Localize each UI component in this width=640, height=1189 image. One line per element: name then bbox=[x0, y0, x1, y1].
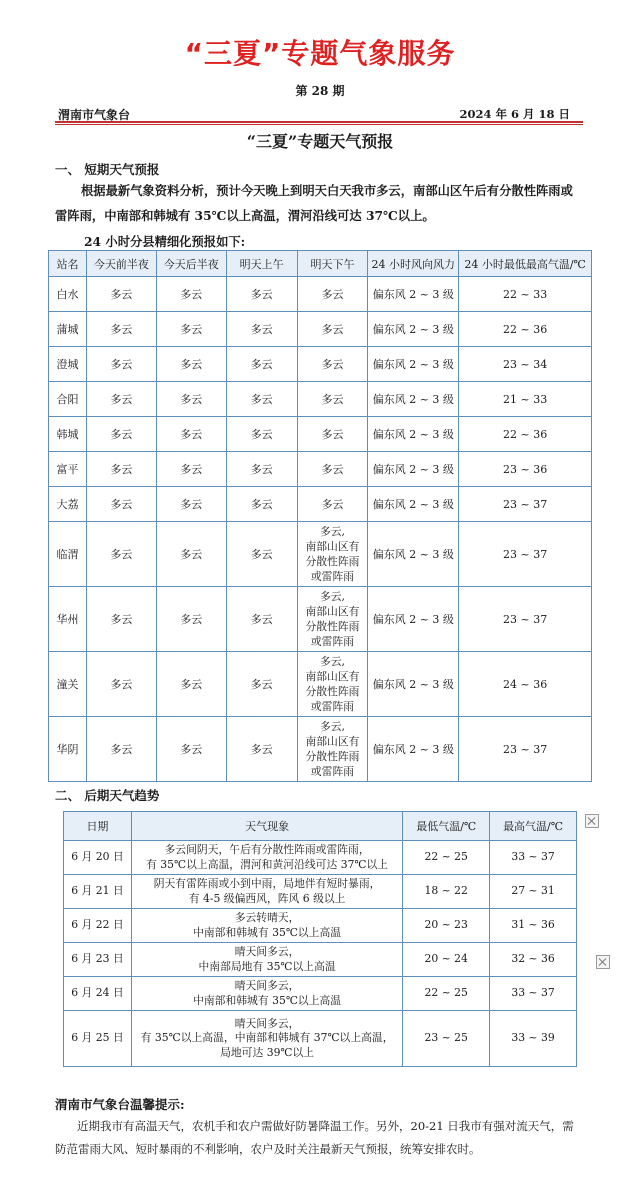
max-temperature-cell: 33 ~ 37 bbox=[490, 977, 577, 1011]
tomorrow-morning-cell: 多云 bbox=[226, 587, 297, 652]
tonight-first-half-cell: 多云 bbox=[86, 417, 156, 452]
tomorrow-afternoon-cell bbox=[297, 587, 368, 652]
min-temperature-cell: 22 ~ 25 bbox=[403, 841, 490, 875]
wind-cell: 偏东风 2 ~ 3 级 bbox=[368, 382, 459, 417]
weather-line: 南部山区有 bbox=[305, 670, 360, 683]
table-row bbox=[49, 417, 592, 452]
tonight-first-half-cell: 多云 bbox=[86, 522, 156, 587]
weather-line: 中南部局地有 35℃以上高温 bbox=[198, 959, 336, 973]
weather-line: 多云间阴天，午后有分散性阵雨或雷阵雨， bbox=[164, 843, 370, 856]
document-title: “三夏”专题天气预报 bbox=[246, 132, 394, 151]
tonight-first-half-cell: 多云 bbox=[86, 717, 156, 782]
tomorrow-afternoon-cell: 多云 bbox=[297, 382, 368, 417]
tonight-first-half-cell: 多云 bbox=[86, 487, 156, 522]
station-cell: 华阴 bbox=[49, 717, 87, 782]
table-row bbox=[64, 943, 577, 977]
tonight-second-half-cell: 多云 bbox=[156, 587, 226, 652]
weather-line: 有 35℃以上高温，中南部和韩城有 37℃以上高温， bbox=[140, 1031, 394, 1045]
temperature-range-cell: 23 ~ 37 bbox=[459, 487, 592, 522]
weather-line: 分散性阵雨 bbox=[305, 750, 360, 763]
weather-phenomenon-cell bbox=[131, 909, 402, 943]
tomorrow-afternoon-cell: 多云 bbox=[297, 347, 368, 382]
tomorrow-morning-cell: 多云 bbox=[226, 417, 297, 452]
weather-phenomenon-cell bbox=[131, 841, 402, 875]
temperature-range-cell: 23 ~ 36 bbox=[459, 452, 592, 487]
weather-line: 分散性阵雨 bbox=[305, 685, 360, 698]
max-temperature-cell: 33 ~ 37 bbox=[490, 841, 577, 875]
column-header: 今天前半夜 bbox=[86, 251, 156, 277]
weather-line: 或雷阵雨 bbox=[310, 700, 355, 713]
tomorrow-morning-cell: 多云 bbox=[226, 652, 297, 717]
tonight-first-half-cell: 多云 bbox=[86, 347, 156, 382]
weather-line: 晴天间多云， bbox=[234, 945, 300, 958]
date-cell: 6 月 20 日 bbox=[64, 841, 132, 875]
column-header: 最高气温/℃ bbox=[490, 812, 577, 841]
max-temperature-cell: 31 ~ 36 bbox=[490, 909, 577, 943]
table-row bbox=[64, 875, 577, 909]
tonight-first-half-cell: 多云 bbox=[86, 277, 156, 312]
weather-line: 南部山区有 bbox=[305, 735, 360, 748]
wind-cell: 偏东风 2 ~ 3 级 bbox=[368, 312, 459, 347]
tomorrow-afternoon-cell bbox=[297, 522, 368, 587]
date-cell: 6 月 23 日 bbox=[64, 943, 132, 977]
temperature-range-cell: 23 ~ 37 bbox=[459, 587, 592, 652]
weather-line: 或雷阵雨 bbox=[310, 570, 355, 583]
station-cell: 潼关 bbox=[49, 652, 87, 717]
tomorrow-morning-cell: 多云 bbox=[226, 717, 297, 782]
tomorrow-morning-cell: 多云 bbox=[226, 452, 297, 487]
table-row bbox=[49, 717, 592, 782]
weather-line: 分散性阵雨 bbox=[305, 620, 360, 633]
temperature-range-cell: 23 ~ 34 bbox=[459, 347, 592, 382]
temperature-range-cell: 23 ~ 37 bbox=[459, 522, 592, 587]
station-cell: 韩城 bbox=[49, 417, 87, 452]
table-row bbox=[49, 587, 592, 652]
weather-line: 多云转晴天， bbox=[234, 911, 300, 924]
tonight-second-half-cell: 多云 bbox=[156, 487, 226, 522]
header-rule bbox=[55, 121, 583, 123]
county-table-body bbox=[49, 277, 592, 782]
column-header: 24 小时最低最高气温/℃ bbox=[459, 251, 592, 277]
temperature-range-cell: 21 ~ 33 bbox=[459, 382, 592, 417]
min-temperature-cell: 23 ~ 25 bbox=[403, 1011, 490, 1067]
wind-cell: 偏东风 2 ~ 3 级 bbox=[368, 652, 459, 717]
tonight-second-half-cell: 多云 bbox=[156, 312, 226, 347]
tonight-first-half-cell: 多云 bbox=[86, 652, 156, 717]
tonight-first-half-cell: 多云 bbox=[86, 452, 156, 487]
weather-line: 阴天有雷阵雨或小到中雨，局地伴有短时暴雨， bbox=[153, 877, 381, 890]
table-row bbox=[49, 452, 592, 487]
wind-cell: 偏东风 2 ~ 3 级 bbox=[368, 487, 459, 522]
table-row bbox=[49, 277, 592, 312]
tonight-second-half-cell: 多云 bbox=[156, 522, 226, 587]
column-header: 天气现象 bbox=[131, 812, 402, 841]
tomorrow-afternoon-cell: 多云 bbox=[297, 277, 368, 312]
wind-cell: 偏东风 2 ~ 3 级 bbox=[368, 417, 459, 452]
weather-line: 晴天间多云， bbox=[234, 1016, 300, 1030]
weather-line: 或雷阵雨 bbox=[310, 635, 355, 648]
min-temperature-cell: 22 ~ 25 bbox=[403, 977, 490, 1011]
wind-cell: 偏东风 2 ~ 3 级 bbox=[368, 717, 459, 782]
min-temperature-cell: 20 ~ 23 bbox=[403, 909, 490, 943]
weather-line: 有 4-5 级偏西风，阵风 6 级以上 bbox=[188, 891, 346, 905]
weather-phenomenon-cell bbox=[131, 943, 402, 977]
tomorrow-afternoon-cell bbox=[297, 652, 368, 717]
tomorrow-morning-cell: 多云 bbox=[226, 382, 297, 417]
station-cell: 临渭 bbox=[49, 522, 87, 587]
temperature-range-cell: 23 ~ 37 bbox=[459, 717, 592, 782]
table-row bbox=[49, 522, 592, 587]
tomorrow-afternoon-cell: 多云 bbox=[297, 487, 368, 522]
weather-line: 多云, bbox=[319, 525, 345, 538]
wind-cell: 偏东风 2 ~ 3 级 bbox=[368, 347, 459, 382]
table-row bbox=[64, 841, 577, 875]
table-header-row bbox=[49, 251, 592, 277]
tonight-first-half-cell: 多云 bbox=[86, 587, 156, 652]
max-temperature-cell: 27 ~ 31 bbox=[490, 875, 577, 909]
image-placeholder-icon[interactable] bbox=[596, 955, 610, 969]
table-row bbox=[49, 652, 592, 717]
station-cell: 蒲城 bbox=[49, 312, 87, 347]
tonight-second-half-cell: 多云 bbox=[156, 652, 226, 717]
weather-phenomenon-cell bbox=[131, 977, 402, 1011]
station-cell: 富平 bbox=[49, 452, 87, 487]
trend-forecast-table bbox=[63, 811, 577, 1067]
weather-phenomenon-cell bbox=[131, 875, 402, 909]
tomorrow-morning-cell: 多云 bbox=[226, 277, 297, 312]
weather-line: 局地可达 39℃以上 bbox=[220, 1045, 315, 1059]
wind-cell: 偏东风 2 ~ 3 级 bbox=[368, 587, 459, 652]
temperature-range-cell: 22 ~ 36 bbox=[459, 417, 592, 452]
column-header: 站名 bbox=[49, 251, 87, 277]
station-cell: 合阳 bbox=[49, 382, 87, 417]
tonight-second-half-cell: 多云 bbox=[156, 717, 226, 782]
masthead-title: “三夏”专题气象服务 bbox=[184, 37, 456, 70]
tips-heading: 渭南市气象台温馨提示: bbox=[55, 1097, 185, 1112]
column-header: 今天后半夜 bbox=[156, 251, 226, 277]
date-cell: 6 月 24 日 bbox=[64, 977, 132, 1011]
min-temperature-cell: 20 ~ 24 bbox=[403, 943, 490, 977]
trend-table-body bbox=[64, 841, 577, 1067]
weather-line: 多云, bbox=[319, 720, 345, 733]
tonight-second-half-cell: 多云 bbox=[156, 277, 226, 312]
tonight-second-half-cell: 多云 bbox=[156, 452, 226, 487]
tomorrow-morning-cell: 多云 bbox=[226, 347, 297, 382]
tonight-first-half-cell: 多云 bbox=[86, 382, 156, 417]
tonight-second-half-cell: 多云 bbox=[156, 382, 226, 417]
max-temperature-cell: 32 ~ 36 bbox=[490, 943, 577, 977]
section-2-heading: 二、 后期天气趋势 bbox=[55, 788, 160, 803]
tonight-first-half-cell: 多云 bbox=[86, 312, 156, 347]
county-forecast-table bbox=[48, 250, 592, 782]
temperature-range-cell: 22 ~ 36 bbox=[459, 312, 592, 347]
min-temperature-cell: 18 ~ 22 bbox=[403, 875, 490, 909]
weather-line: 多云, bbox=[319, 590, 345, 603]
date-cell: 6 月 22 日 bbox=[64, 909, 132, 943]
weather-line: 中南部和韩城有 35℃以上高温 bbox=[193, 993, 342, 1007]
station-cell: 华州 bbox=[49, 587, 87, 652]
weather-line: 或雷阵雨 bbox=[310, 765, 355, 778]
wind-cell: 偏东风 2 ~ 3 级 bbox=[368, 452, 459, 487]
tomorrow-afternoon-cell: 多云 bbox=[297, 312, 368, 347]
wind-cell: 偏东风 2 ~ 3 级 bbox=[368, 277, 459, 312]
wind-cell: 偏东风 2 ~ 3 级 bbox=[368, 522, 459, 587]
table-row bbox=[49, 487, 592, 522]
table-row bbox=[49, 312, 592, 347]
column-header: 明天下午 bbox=[297, 251, 368, 277]
weather-line: 晴天间多云， bbox=[234, 979, 300, 992]
table-row bbox=[49, 382, 592, 417]
section-1-paragraph: 根据最新气象资料分析，预计今天晚上到明天白天我市多云，南部山区午后有分散性阵雨或雷阵雨，中南部和韩城有 35℃以上高温，渭河沿线可达 37℃以上。 bbox=[55, 183, 573, 223]
column-header: 明天上午 bbox=[226, 251, 297, 277]
tomorrow-afternoon-cell bbox=[297, 717, 368, 782]
weather-line: 南部山区有 bbox=[305, 540, 360, 553]
issue-number: 第 28 期 bbox=[295, 84, 345, 98]
tomorrow-morning-cell: 多云 bbox=[226, 312, 297, 347]
station-cell: 大荔 bbox=[49, 487, 87, 522]
weather-phenomenon-cell bbox=[131, 1011, 402, 1067]
weather-line: 南部山区有 bbox=[305, 605, 360, 618]
weather-line: 多云, bbox=[319, 655, 345, 668]
station-cell: 白水 bbox=[49, 277, 87, 312]
column-header: 最低气温/℃ bbox=[403, 812, 490, 841]
image-placeholder-icon[interactable] bbox=[585, 814, 599, 828]
column-header: 24 小时风向风力 bbox=[368, 251, 459, 277]
temperature-range-cell: 24 ~ 36 bbox=[459, 652, 592, 717]
table-row bbox=[64, 909, 577, 943]
county-forecast-subheading: 24 小时分县精细化预报如下: bbox=[84, 234, 246, 249]
station-cell: 澄城 bbox=[49, 347, 87, 382]
column-header: 日期 bbox=[64, 812, 132, 841]
tomorrow-afternoon-cell: 多云 bbox=[297, 417, 368, 452]
issuing-organization: 渭南市气象台 bbox=[58, 108, 131, 122]
table-row bbox=[49, 347, 592, 382]
temperature-range-cell: 22 ~ 33 bbox=[459, 277, 592, 312]
weather-line: 分散性阵雨 bbox=[305, 555, 360, 568]
table-row bbox=[64, 977, 577, 1011]
tomorrow-morning-cell: 多云 bbox=[226, 522, 297, 587]
issue-date: 2024 年 6 月 18 日 bbox=[459, 107, 570, 121]
tonight-second-half-cell: 多云 bbox=[156, 347, 226, 382]
tomorrow-afternoon-cell: 多云 bbox=[297, 452, 368, 487]
header-rule-thin bbox=[55, 124, 583, 125]
table-row bbox=[64, 1011, 577, 1067]
weather-line: 中南部和韩城有 35℃以上高温 bbox=[193, 925, 342, 939]
date-cell: 6 月 25 日 bbox=[64, 1011, 132, 1067]
tonight-second-half-cell: 多云 bbox=[156, 417, 226, 452]
tomorrow-morning-cell: 多云 bbox=[226, 487, 297, 522]
max-temperature-cell: 33 ~ 39 bbox=[490, 1011, 577, 1067]
date-cell: 6 月 21 日 bbox=[64, 875, 132, 909]
tips-paragraph: 近期我市有高温天气，农机手和农户需做好防暑降温工作。另外，20-21 日我市有强对流天气，需防范雷雨大风、短时暴雨的不利影响，农户及时关注最新天气预报，统筹安排农时。 bbox=[55, 1119, 574, 1156]
weather-line: 有 35℃以上高温，渭河和黄河沿线可达 37℃以上 bbox=[146, 857, 389, 871]
section-1-heading: 一、 短期天气预报 bbox=[55, 162, 160, 177]
table-header-row bbox=[64, 812, 577, 841]
